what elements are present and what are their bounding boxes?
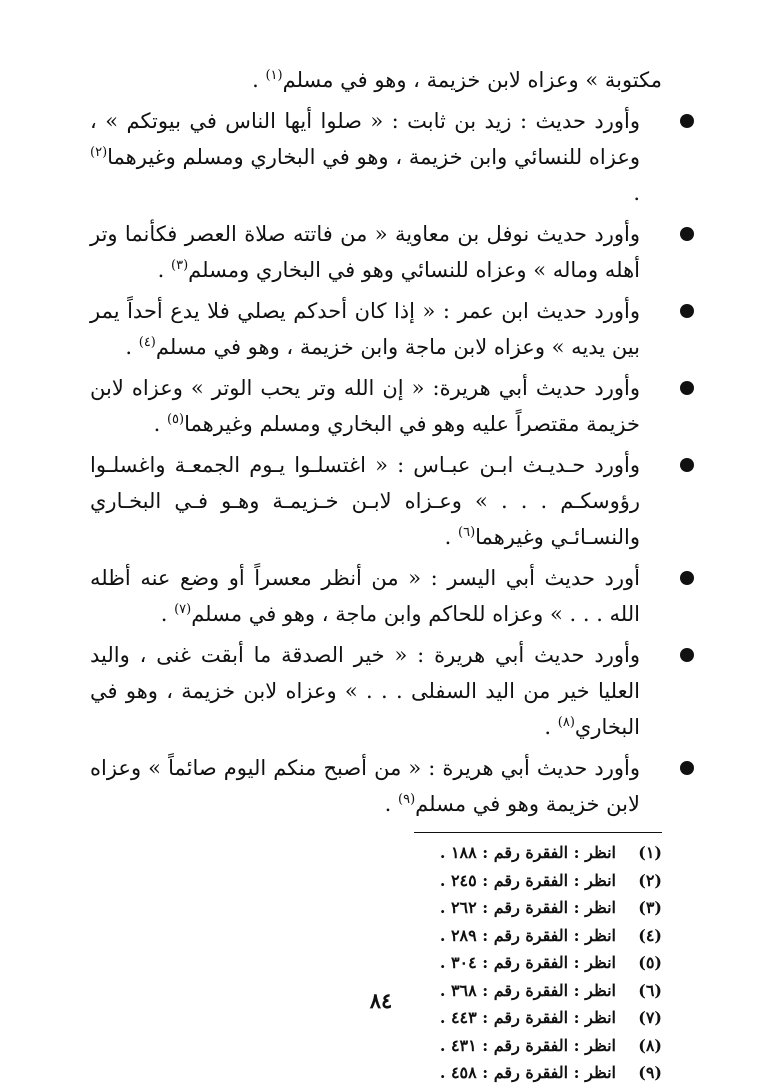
footnote-number: (٥) [638, 953, 662, 972]
paragraph-tail: . [125, 335, 139, 359]
footnote-item [90, 867, 662, 895]
footnote-number: (٢) [638, 870, 662, 890]
footnote-number: (٤) [638, 925, 662, 945]
footnote-number: (٩) [638, 1063, 662, 1082]
paragraph [90, 560, 662, 632]
footnote-text: انظر : الفقرة رقم : ٤٣١ . [439, 1035, 616, 1055]
paragraph-tail: . [384, 792, 399, 816]
footnote-text: انظر : الفقرة رقم : ٣٦٨ . [439, 980, 616, 1000]
footnote-text: انظر : الفقرة رقم : ٤٥٨ . [439, 1063, 616, 1082]
footnote-number: (٦) [638, 980, 662, 1000]
paragraph-text: وأورد حـديـث ابـن عبـاس : « اغتسلـوا يـوم الجمعـة واغسلـوا رؤوسكـم . . . » وعـزاه لابـن خـزيمـة وهـو فـي البخـاري والنسـائـي وغيرهما [90, 453, 640, 549]
paragraph-tail: . [157, 258, 172, 282]
paragraph [90, 370, 662, 442]
footnote-item [90, 1059, 662, 1087]
paragraph-text: وأورد حديث ابن عمر : « إذا كان أحدكم يصلي فلا يدع أحداً يمر بين يديه » وعزاه لابن ماجة وابن خزيمة ، وهو في مسلم [90, 299, 640, 359]
footnote-text: انظر : الفقرة رقم : ٢٦٢ . [439, 898, 616, 917]
page-number: ٨٤ [369, 988, 393, 1013]
footnote-number: (٣) [638, 898, 662, 917]
bullet-icon [680, 648, 694, 662]
footnote-item [90, 1032, 662, 1060]
paragraph [90, 447, 662, 555]
paragraph [90, 750, 662, 822]
footnote-text: انظر : الفقرة رقم : ٤٤٣ . [439, 1008, 616, 1027]
paragraph-tail: . [633, 181, 640, 205]
footnote-text: انظر : الفقرة رقم : ٢٨٩ . [439, 925, 616, 945]
paragraph-tail: . [153, 412, 167, 436]
footnote-number: (٧) [638, 1008, 662, 1027]
footnote-number: (١) [638, 843, 662, 862]
paragraph [90, 637, 662, 745]
footnote-item [90, 894, 662, 922]
footnote-text: انظر : الفقرة رقم : ١٨٨ . [439, 843, 616, 862]
paragraph-list [90, 62, 662, 822]
paragraph-text: أورد حديث أبي اليسر : « من أنظر معسراً أو وضع عنه أظله الله . . . » وعزاه للحاكم وابن ماجة ، وهو في مسلم [90, 566, 640, 626]
bullet-icon [680, 114, 694, 128]
paragraph-tail: . [544, 715, 558, 739]
paragraph [90, 103, 662, 211]
paragraph-tail: . [252, 68, 266, 92]
paragraph-text: وأورد حديث : زيد بن ثابت : « صلوا أيها الناس في بيوتكم » ، وعزاه للنسائي وابن خزيمة ، وهو في البخاري ومسلم وغيرهما [90, 109, 640, 169]
footnote-item [90, 949, 662, 977]
paragraph [90, 62, 662, 98]
footnote-number: (٨) [638, 1035, 662, 1055]
paragraph [90, 293, 662, 365]
footnote-divider [414, 832, 662, 833]
footnote-text: انظر : الفقرة رقم : ٢٤٥ . [439, 870, 616, 890]
page-body [90, 62, 662, 1087]
paragraph-text: وأورد حديث أبي هريرة: « إن الله وتر يحب الوتر » وعزاه لابن خزيمة مقتصراً عليه وهو في البخاري ومسلم وغيرهما [90, 376, 640, 436]
footnote-ref: (٩) [398, 792, 416, 807]
footnote-ref: (٣) [171, 258, 189, 273]
footnote-ref: (٢) [90, 145, 108, 160]
paragraph-text: مكتوبة » وعزاه لابن خزيمة ، وهو في مسلم [282, 68, 662, 92]
footnote-ref: (٤) [138, 335, 156, 350]
footnote-ref: (٧) [174, 602, 192, 617]
bullet-icon [680, 227, 694, 241]
bullet-icon [680, 381, 694, 395]
bullet-icon [680, 571, 694, 585]
bullet-icon [680, 761, 694, 775]
paragraph [90, 216, 662, 288]
paragraph-text: وأورد حديث نوفل بن معاوية « من فاتته صلاة العصر فكأنما وتر أهله وماله » وعزاه للنسائي وهو في البخاري ومسلم [90, 222, 640, 282]
paragraph-text: وأورد حديث أبي هريرة : « من أصبح منكم اليوم صائماً » وعزاه لابن خزيمة وهو في مسلم [90, 756, 640, 816]
footnote-ref: (٥) [166, 412, 185, 427]
footnote-text: انظر : الفقرة رقم : ٣٠٤ . [439, 953, 616, 972]
paragraph-tail: . [444, 525, 459, 549]
footnote-ref: (٨) [557, 715, 575, 730]
footnote-item [90, 922, 662, 950]
paragraph-text: وأورد حديث أبي هريرة : « خير الصدقة ما أبقت غنى ، واليد العليا خير من اليد السفلى . . . » وعزاه لابن خزيمة ، وهو في البخاري [90, 643, 640, 739]
footnote-ref: (٦) [458, 525, 476, 540]
footnote-ref: (١) [265, 68, 283, 83]
footnote-list [90, 839, 662, 1087]
paragraph-tail: . [160, 602, 175, 626]
footnote-item [90, 839, 662, 867]
bullet-icon [680, 304, 694, 318]
bullet-icon [680, 458, 694, 472]
